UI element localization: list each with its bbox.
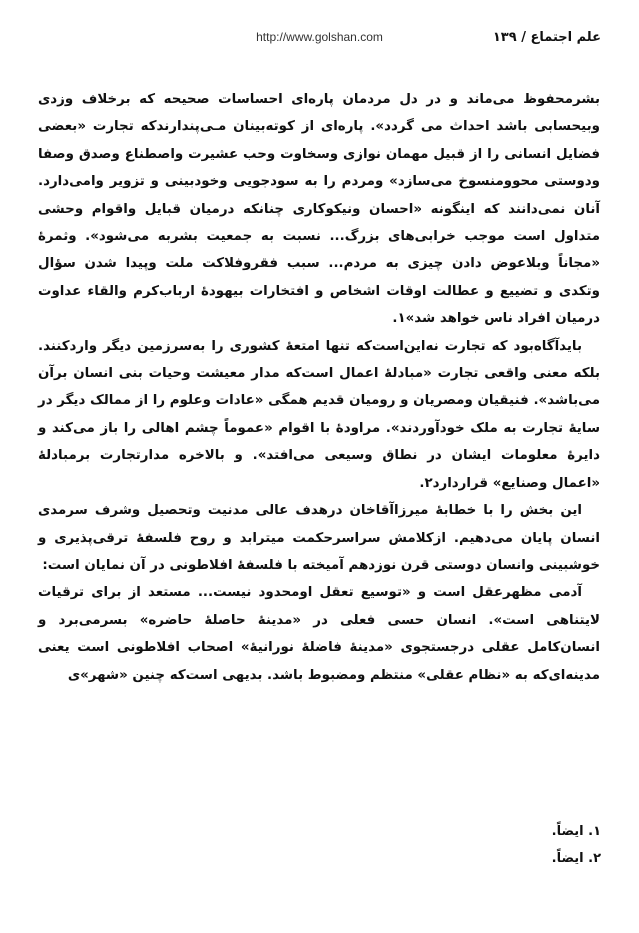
paragraph: این بخش را با خطابهٔ میرزاآقاخان درهدف عالی مدنیت وتحصیل وشرف سرمدی انسان پایان می‌دهیم. ازکلامش سراسرحکمت میترابد و روح فلسفهٔ ترقی‌پذیری و خوشبینی وانسان دوستی قرن نوزدهم آمیخته با فلسفهٔ افلاطونی در آن نمایان است:	[38, 503, 600, 573]
footnotes	[38, 818, 601, 872]
paragraph: بشرمحفوظ می‌ماند و در دل مردمان پاره‌ای احساسات صحیحه که برخلاف وزدی وبیحسابی باشد احداث می گردد». پاره‌ای از کوته‌بینان مـی‌پندارندکه تجارت «بعضی فضایل انسانی را از قبیل مهمان نوازی وسخاوت وحب عشیرت واصطناع وصدق وصفا ودوستی محوومنسوخ می‌سازد» ومردم را به سودجویی وخودبینی و تزویر وامی‌دارد. آنان نمی‌دانند که اینگونه «احسان ونیکوکاری چنانکه درمیان قبایل واقوام وحشی متداول است موجب خرابی‌های بزرگ... نسبت به جمعیت بشربه می‌شود». وثمرهٔ «مجاناً وبلاعوض دادن چیزی به مردم... سبب فقروفلاکت ملت وپیدا شدن سؤال وتکدی و تضییع و عطالت اوقات اشخاص و افتخارات بیهودهٔ ارباب‌کرم والقاء عداوت درمیان افراد ناس خواهد شد»۱.	[38, 92, 600, 327]
body-text	[38, 86, 600, 689]
page-header	[38, 30, 601, 50]
chapter-page-number: علم اجتماع / ۱۳۹	[492, 30, 601, 45]
website-url: http://www.golshan.com	[256, 30, 383, 44]
paragraph: بایدآگاه‌بود که تجارت نه‌این‌است‌که تنها امتعهٔ کشوری را به‌سرزمین دیگر واردکنند. بلکه معنی واقعی تجارت «مبادلهٔ اعمال است‌که مدار معیشت وحیات بنی انسان برآن می‌باشد». فنیقیان ومصریان و رومیان قدیم همگی «عادات وعلوم را از ممالک دیگر در سایهٔ تجارت به ملک خودآوردند». مراودهٔ با اقوام «عموماً چشم اهالی را باز می‌کند و دایرهٔ معلومات ایشان در نطاق وسیعی می‌افتد». و بالاخره مدارتجارت برمبادلهٔ «اعمال وصنایع» قراردارد۲.	[38, 338, 600, 491]
paragraph: آدمی مظهرعقل است و «توسیع تعقل اومحدود نیست... مستعد از برای ترقیات لایتناهی است». انسان حسی فعلی در «مدینهٔ حاصلهٔ حاضره» بسرمی‌برد و انسان‌کامل عقلی درجستجوی «مدینهٔ فاضلهٔ نورانیهٔ» اصحاب افلاطونی است یعنی مدینه‌ای‌که به «نظام عقلی» منتظم ومضبوط باشد. بدیهی است‌که چنین «شهر»ی	[38, 585, 600, 683]
footnote: ۱. ایضاً.	[551, 824, 601, 839]
footnote: ۲. ایضاً.	[551, 851, 601, 866]
